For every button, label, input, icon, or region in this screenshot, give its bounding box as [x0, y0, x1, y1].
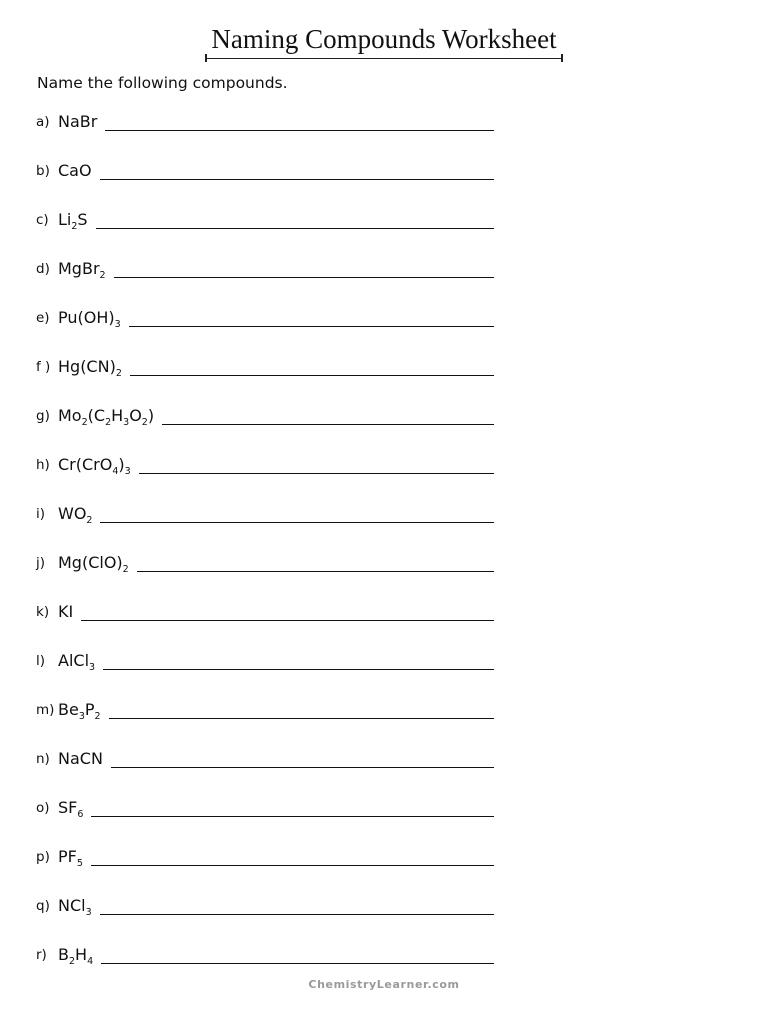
question-letter: k): [36, 604, 50, 620]
answer-line[interactable]: [114, 277, 494, 278]
question-row: [36, 106, 494, 132]
formula-subscript: 2: [105, 417, 112, 428]
compound-formula: [58, 847, 83, 867]
answer-line[interactable]: [100, 179, 494, 180]
question-letter: r): [36, 947, 47, 963]
compound-formula: [58, 259, 106, 279]
question-row: [36, 253, 494, 279]
compound-formula: [58, 455, 131, 475]
formula-subscript: 2: [81, 417, 88, 428]
formula-text: WO: [58, 504, 87, 523]
formula-text: Cr(CrO: [58, 455, 113, 474]
question-row: [36, 694, 494, 720]
compound-formula: [58, 357, 122, 377]
compound-formula: [58, 602, 73, 622]
formula-text: H: [75, 945, 88, 964]
answer-line[interactable]: [109, 718, 494, 719]
formula-text: (C: [87, 406, 106, 425]
formula-text: Mo: [58, 406, 82, 425]
compound-formula: [58, 749, 103, 769]
formula-text: H: [111, 406, 124, 425]
formula-subscript: 4: [87, 956, 94, 967]
formula-text: Li: [58, 210, 72, 229]
formula-subscript: 4: [112, 466, 119, 477]
answer-line[interactable]: [105, 130, 494, 131]
question-row: [36, 645, 494, 671]
formula-subscript: 2: [141, 417, 148, 428]
formula-subscript: 3: [89, 662, 96, 673]
footer-credit: ChemistryLearner.com: [308, 978, 460, 991]
compound-formula: [58, 896, 92, 916]
formula-text: NaBr: [58, 112, 98, 131]
question-row: [36, 498, 494, 524]
question-letter: l): [36, 653, 46, 669]
formula-text: Pu(OH): [58, 308, 115, 327]
question-letter: m): [36, 702, 55, 718]
answer-line[interactable]: [137, 571, 494, 572]
formula-subscript: 3: [123, 417, 130, 428]
formula-subscript: 2: [86, 515, 93, 526]
page-title: Naming Compounds Worksheet: [205, 22, 562, 59]
formula-text: PF: [58, 847, 77, 866]
question-row: [36, 939, 494, 965]
compound-formula: [58, 210, 88, 230]
compound-formula: [58, 112, 97, 132]
compound-formula: [58, 651, 95, 671]
formula-subscript: 2: [122, 564, 129, 575]
compound-formula: [58, 945, 93, 965]
answer-line[interactable]: [129, 326, 494, 327]
formula-text: B: [58, 945, 69, 964]
question-row: [36, 449, 494, 475]
question-row: [36, 204, 494, 230]
question-row: [36, 351, 494, 377]
formula-subscript: 5: [76, 858, 83, 869]
formula-text: P: [84, 700, 95, 719]
question-row: [36, 547, 494, 573]
formula-text: Hg(CN): [58, 357, 116, 376]
answer-line[interactable]: [91, 865, 494, 866]
compound-formula: [58, 161, 92, 181]
formula-text: MgBr: [58, 259, 100, 278]
formula-text: CaO: [58, 161, 92, 180]
answer-line[interactable]: [91, 816, 494, 817]
formula-subscript: 2: [68, 956, 76, 967]
compound-formula: [58, 798, 83, 818]
question-letter: q): [36, 898, 50, 914]
question-letter: e): [36, 310, 50, 326]
answer-line[interactable]: [81, 620, 494, 621]
answer-line[interactable]: [101, 963, 494, 964]
compound-formula: [58, 553, 129, 573]
formula-subscript: 2: [99, 270, 106, 281]
formula-text: ): [147, 406, 155, 425]
answer-line[interactable]: [139, 473, 494, 474]
formula-text: O: [129, 406, 142, 425]
question-letter: j): [36, 555, 46, 571]
formula-text: S: [77, 210, 88, 229]
formula-text: ): [118, 455, 125, 474]
question-letter: i): [36, 506, 46, 522]
answer-line[interactable]: [96, 228, 494, 229]
answer-line[interactable]: [103, 669, 494, 670]
question-letter: c): [36, 212, 49, 228]
formula-subscript: 2: [71, 221, 78, 232]
formula-text: NaCN: [58, 749, 103, 768]
question-letter: g): [36, 408, 50, 424]
question-letter: f ): [36, 359, 51, 375]
compound-formula: [58, 700, 101, 720]
question-letter: p): [36, 849, 50, 865]
answer-line[interactable]: [100, 522, 494, 523]
formula-subscript: 2: [94, 711, 101, 722]
question-letter: n): [36, 751, 50, 767]
compound-formula: [58, 504, 92, 524]
answer-line[interactable]: [162, 424, 494, 425]
question-row: [36, 400, 494, 426]
formula-text: Be: [58, 700, 79, 719]
question-row: [36, 743, 494, 769]
compound-formula: [58, 308, 121, 328]
formula-subscript: 3: [78, 711, 85, 722]
formula-subscript: 3: [114, 319, 121, 330]
answer-line[interactable]: [111, 767, 494, 768]
compound-formula: [58, 406, 154, 426]
question-letter: b): [36, 163, 50, 179]
instructions: Name the following compounds.: [37, 74, 288, 92]
formula-text: AlCl: [58, 651, 90, 670]
formula-text: SF: [58, 798, 78, 817]
formula-subscript: 3: [124, 466, 131, 477]
formula-text: Mg(ClO): [58, 553, 123, 572]
answer-line[interactable]: [100, 914, 494, 915]
question-row: [36, 890, 494, 916]
answer-line[interactable]: [130, 375, 494, 376]
question-row: [36, 596, 494, 622]
question-row: [36, 302, 494, 328]
question-letter: d): [36, 261, 50, 277]
formula-subscript: 2: [115, 368, 122, 379]
question-row: [36, 841, 494, 867]
question-row: [36, 792, 494, 818]
question-row: [36, 155, 494, 181]
formula-text: KI: [58, 602, 74, 621]
question-letter: h): [36, 457, 50, 473]
question-letter: a): [36, 114, 50, 130]
formula-subscript: 3: [85, 907, 92, 918]
question-letter: o): [36, 800, 50, 816]
formula-subscript: 6: [77, 809, 84, 820]
formula-text: NCl: [58, 896, 86, 915]
